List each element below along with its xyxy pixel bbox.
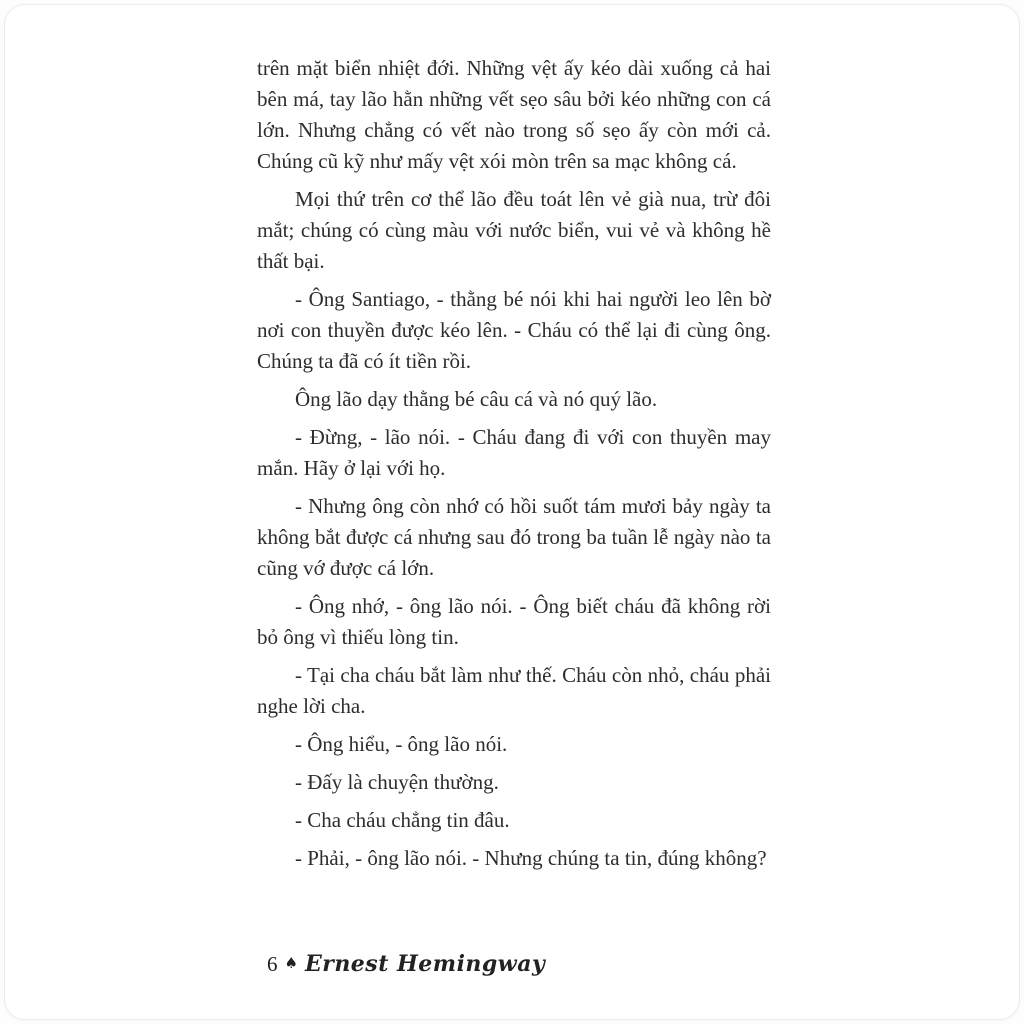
paragraph: - Ông hiểu, - ông lão nói. — [295, 732, 508, 756]
paragraph: - Ông Santiago, - thằng bé nói khi hai người leo lên bờ nơi con thuyền được kéo lên. - Cháu có thể lại đi cùng ông. Chúng ta đã có ít tiền rồi. — [257, 287, 771, 373]
page-number: 6 — [267, 951, 278, 976]
body-text — [257, 53, 771, 881]
author-name: Ernest Hemingway — [304, 951, 546, 977]
paragraph: - Nhưng ông còn nhớ có hồi suốt tám mươi bảy ngày ta không bắt được cá nhưng sau đó trong ba tuần lễ ngày nào ta cũng vớ được cá lớn. — [257, 494, 771, 580]
paragraph: - Đừng, - lão nói. - Cháu đang đi với con thuyền may mắn. Hãy ở lại với họ. — [257, 425, 771, 480]
paragraph: trên mặt biển nhiệt đới. Những vệt ấy kéo dài xuống cả hai bên má, tay lão hằn những vết sẹo sâu bởi kéo những con cá lớn. Nhưng chẳng có vết nào trong số sẹo ấy còn mới cả. Chúng cũ kỹ như mấy vệt xói mòn trên sa mạc không cá. — [257, 56, 771, 173]
page-footer — [267, 951, 545, 977]
paragraph: - Đấy là chuyện thường. — [295, 770, 499, 794]
book-page — [5, 5, 1019, 1019]
fleuron-icon: ♠ — [284, 954, 298, 972]
paragraph: - Tại cha cháu bắt làm như thế. Cháu còn nhỏ, cháu phải nghe lời cha. — [257, 663, 771, 718]
paragraph: Ông lão dạy thằng bé câu cá và nó quý lão. — [295, 387, 658, 411]
paragraph: Mọi thứ trên cơ thể lão đều toát lên vẻ già nua, trừ đôi mắt; chúng có cùng màu với nước biển, vui vẻ và không hề thất bại. — [257, 187, 771, 273]
paragraph: - Ông nhớ, - ông lão nói. - Ông biết cháu đã không rời bỏ ông vì thiếu lòng tin. — [257, 594, 771, 649]
paragraph: - Cha cháu chẳng tin đâu. — [295, 808, 510, 832]
paragraph: - Phải, - ông lão nói. - Nhưng chúng ta tin, đúng không? — [295, 846, 767, 870]
